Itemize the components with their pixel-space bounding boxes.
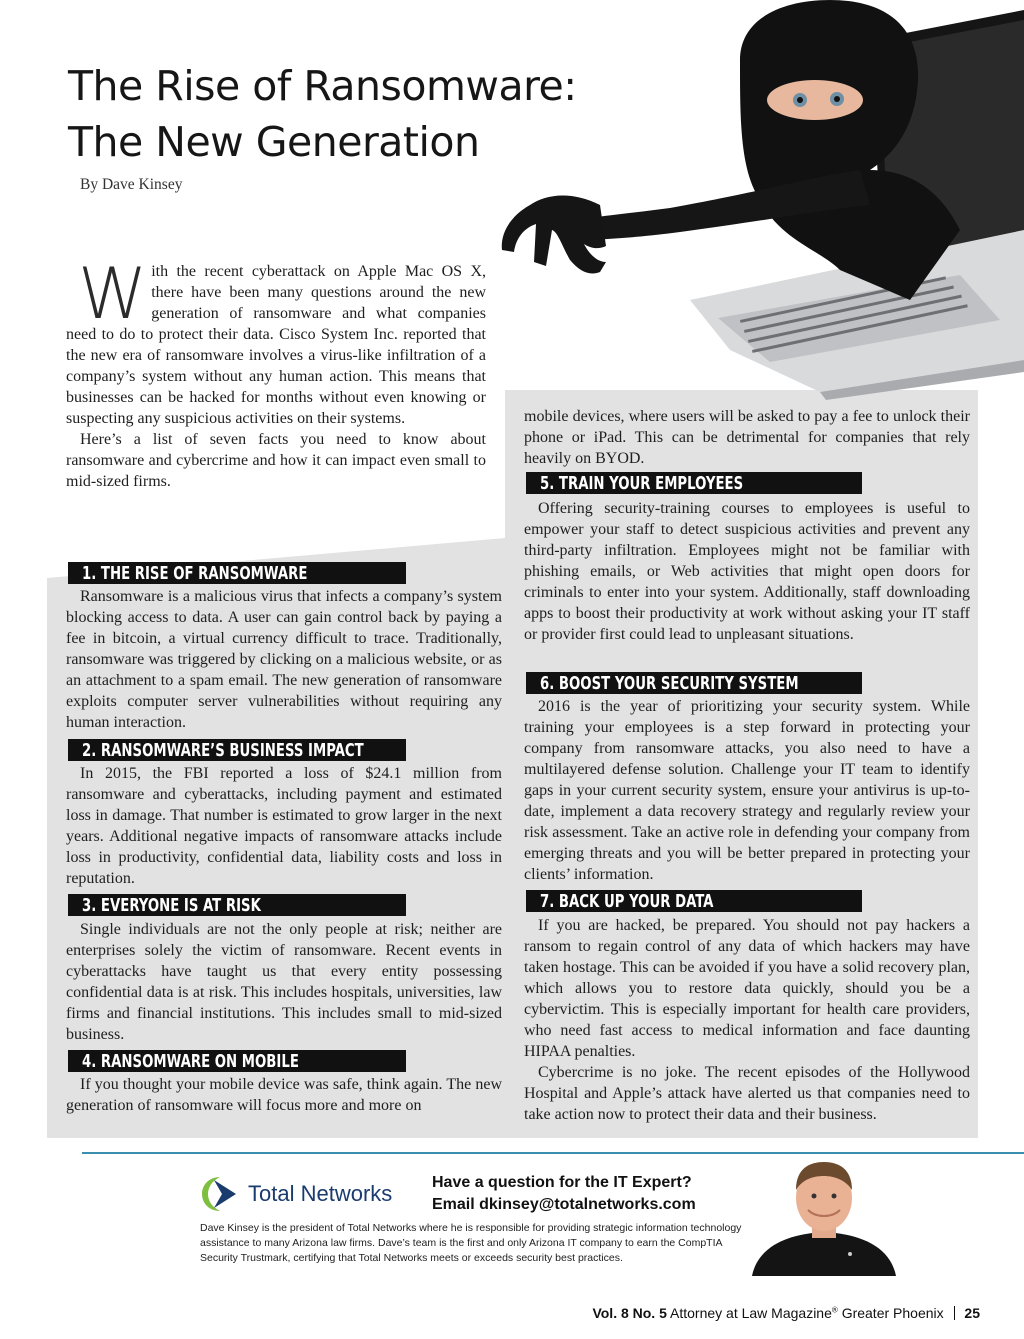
dropcap: W <box>78 253 148 335</box>
ad-brand-name: Total Networks <box>248 1181 393 1206</box>
section-heading-5: 5. TRAIN YOUR EMPLOYEES <box>526 472 862 494</box>
intro-paragraph-1-text: ith the recent cyberattack on Apple Mac OS X, there have been many questions around the new generation of ransomware and what companies need to do to protect their data. Cisco System Inc. reported that the new era of ransomware involves a virus-like infiltration of a company’s system without any human action. This means that businesses can be hacked for months without even knowing or suspecting any suspicious activities on their systems. <box>66 263 486 427</box>
author-portrait <box>748 1160 900 1276</box>
folio-magazine: Attorney at Law Magazine <box>670 1305 832 1321</box>
folio-page-number: 25 <box>964 1305 980 1321</box>
article-title <box>68 58 628 170</box>
folio-registered-mark: ® <box>831 1305 838 1315</box>
section-heading-2: 2. RANSOMWARE’S BUSINESS IMPACT <box>68 739 406 761</box>
ad-question <box>432 1172 696 1216</box>
footer-rule <box>82 1152 1024 1154</box>
face-eyes <box>767 80 863 120</box>
gloved-hand <box>502 196 606 274</box>
total-networks-logo-icon <box>196 1172 240 1216</box>
section-body-4-continued: mobile devices, where users will be asked to pay a fee to unlock their phone or iPad. This can be detrimental for companies that rely heavily on BYOD. <box>524 408 970 467</box>
section-heading-6: 6. BOOST YOUR SECURITY SYSTEM <box>526 672 862 694</box>
folio-edition: Greater Phoenix <box>841 1305 944 1321</box>
section-body-7: If you are hacked, be prepared. You should not pay hackers a ransom to regain control of any data of which hackers may have taken hostage. This can be avoided if you have a solid recovery plan, which allows you to restore data quickly, should you be a cybervictim. This is especially important for health care providers, who need fast access to medical information and face daunting HIPAA penalties. Cybercrime is no joke. The recent episodes of the Hollywood Hospital and Apple’s attack have alerted us that companies need to take action now to protect their data and their business. <box>524 917 970 1123</box>
ad-email-link[interactable]: Email dkinsey@totalnetworks.com <box>432 1196 696 1213</box>
folio-separator <box>954 1306 955 1320</box>
section-body-2: In 2015, the FBI reported a loss of $24.1 million from ransomware and cyberattacks, including payment and estimated loss in damage. That number is estimated to grow larger in the next years. Additional negative impacts of ransomware attacks include loss in productivity, confidential data, liability costs and loss in reputation. <box>66 765 502 887</box>
folio-volume: Vol. 8 No. 5 <box>592 1305 667 1321</box>
section-body-1: Ransomware is a malicious virus that infects a company’s system blocking access to data. A user can gain control back by paying a fee in bitcoin, a virtual currency difficult to trace. Traditionally, ransomware was triggered by clicking on a malicious website, or as an attachment to a spam email. The new generation of ransomware exploits computer server vulnerabilities without requiring any human interaction. <box>66 588 502 731</box>
section-body-7-closing: Cybercrime is no joke. The recent episodes of the Hollywood Hospital and Apple’s attack have alerted us that companies need to take action now to protect their data and their business. <box>524 1064 970 1123</box>
section-body-5: Offering security-training courses to employees is useful to empower your staff to detect suspicious activities and prevent any third-party infiltration. Employees might not be familiar with phishing emails, or Web activities that might open doors for criminals to enter into your system. Additionally, staff downloading apps to boost their productivity at work without asking your IT staff or provider first could lead to unpleasant situations. <box>524 500 970 643</box>
intro-text <box>66 253 486 492</box>
section-body-4: If you thought your mobile device was safe, think again. The new generation of ransomware will focus more and more on <box>66 1076 502 1114</box>
section-heading-7: 7. BACK UP YOUR DATA <box>526 890 862 912</box>
title-line-2: The New Generation <box>68 118 480 166</box>
ad-description: Dave Kinsey is the president of Total Networks where he is responsible for providing strategic information technology assistance to many Arizona law firms. Dave’s team is the first and only Arizona IT company to earn the CompTIA Security Trustmark, certifying that Total Networks meets or exceeds security best practices. <box>200 1222 742 1264</box>
section-heading-1: 1. THE RISE OF RANSOMWARE <box>68 562 406 584</box>
section-heading-4: 4. RANSOMWARE ON MOBILE <box>68 1050 406 1072</box>
section-heading-3: 3. EVERYONE IS AT RISK <box>68 894 406 916</box>
intro-paragraph-1 <box>66 253 486 429</box>
page-folio <box>592 1305 980 1321</box>
ad-question-line: Have a question for the IT Expert? <box>432 1174 692 1191</box>
section-body-3: Single individuals are not the only people at risk; neither are enterprises solely the victim of ransomware. Recent events in cyberattacks have taught us that every entity possessing confidential data is at risk. This includes hospitals, universities, law firms and financial institutions. This includes small to mid-sized business. <box>66 921 502 1043</box>
byline: By Dave Kinsey <box>80 176 183 193</box>
section-body-6: 2016 is the year of prioritizing your security system. While training your employees is a step forward in protecting your company from ransomware attacks, you also need to have a multilayered defense solution. Challenge your IT team to identify gaps in your current security system, ensure your antivirus is up-to-date, implement a data recovery strategy and regularly review your risk assessment. Take an active role in defending your company from emerging threats and you will be better prepared in protecting your clients’ information. <box>524 698 970 883</box>
title-line-1: The Rise of Ransomware: <box>68 62 577 110</box>
intro-paragraph-2: Here’s a list of seven facts you need to know about ransomware and cybercrime and how it can impact even small to mid-sized firms. <box>66 431 486 490</box>
